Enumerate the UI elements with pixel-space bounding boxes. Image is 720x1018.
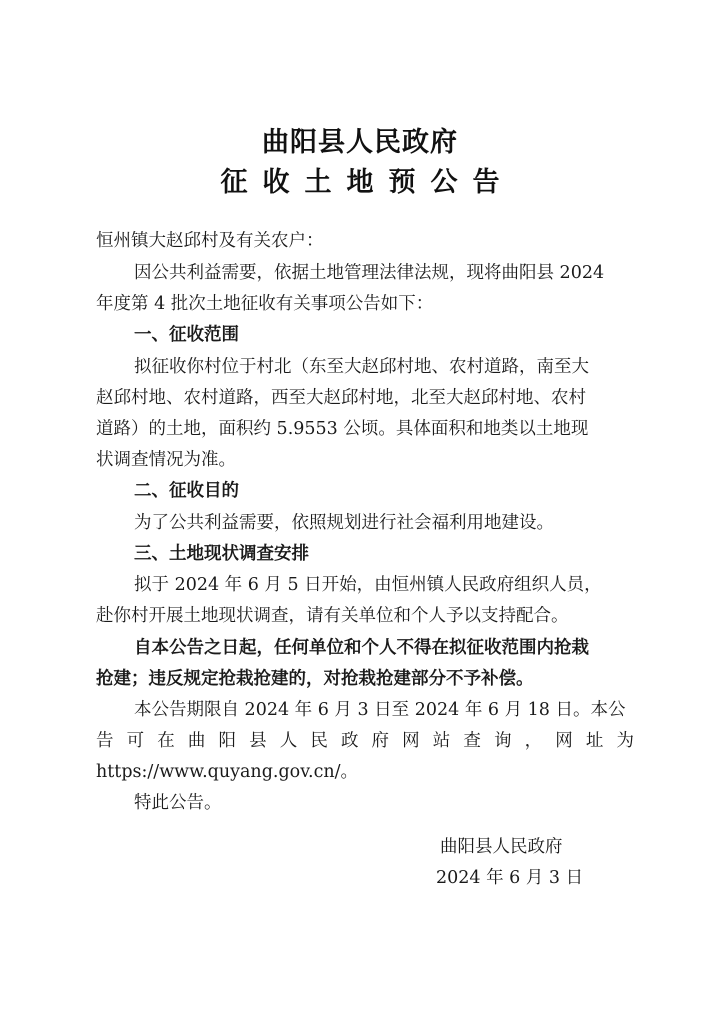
section-1-line-4: 状调查情况为准。 [96, 450, 236, 470]
notice-line-1: 自本公告之日起，任何单位和个人不得在拟征收范围内抢栽 [134, 638, 589, 658]
signature-org: 曲阳县人民政府 [440, 837, 563, 857]
issuer-title: 曲阳县人民政府 [262, 127, 458, 158]
intro-line-1: 因公共利益需要，依据土地管理法律法规，现将曲阳县 2024 [134, 263, 605, 283]
document-title: 征收土地预公告 [220, 167, 515, 198]
section-2-line-1: 为了公共利益需要，依照规划进行社会福利用地建设。 [134, 513, 554, 533]
section-2-heading: 二、征收目的 [134, 481, 239, 501]
section-1-line-2: 赵邱村地、农村道路，西至大赵邱村地，北至大赵邱村地、农村 [96, 388, 586, 408]
section-3-heading: 三、土地现状调查安排 [134, 544, 309, 564]
section-3-line-1: 拟于 2024 年 6 月 5 日开始，由恒州镇人民政府组织人员， [134, 575, 602, 595]
section-1-line-1: 拟征收你村位于村北（东至大赵邱村地、农村道路，南至大 [134, 357, 589, 377]
website-url: https://www.quyang.gov.cn/。 [96, 762, 359, 782]
period-line-1: 本公告期限自 2024 年 6 月 3 日至 2024 年 6 月 18 日。本公 [134, 700, 626, 720]
period-line-2: 告可在曲阳县人民政府网站查询，网址为 [96, 731, 634, 751]
notice-line-2: 抢建；违反规定抢栽抢建的，对抢栽抢建部分不予补偿。 [96, 669, 534, 689]
intro-line-2: 年度第 4 批次土地征收有关事项公告如下： [96, 294, 434, 314]
section-1-heading: 一、征收范围 [134, 325, 239, 345]
signature-date: 2024 年 6 月 3 日 [436, 868, 584, 888]
closing-remark: 特此公告。 [134, 793, 222, 813]
addressee: 恒州镇大赵邱村及有关农户： [96, 231, 324, 251]
section-1-line-3: 道路）的土地，面积约 5.9553 公顷。具体面积和地类以土地现 [96, 419, 589, 439]
section-3-line-2: 赴你村开展土地现状调查，请有关单位和个人予以支持配合。 [96, 606, 569, 626]
